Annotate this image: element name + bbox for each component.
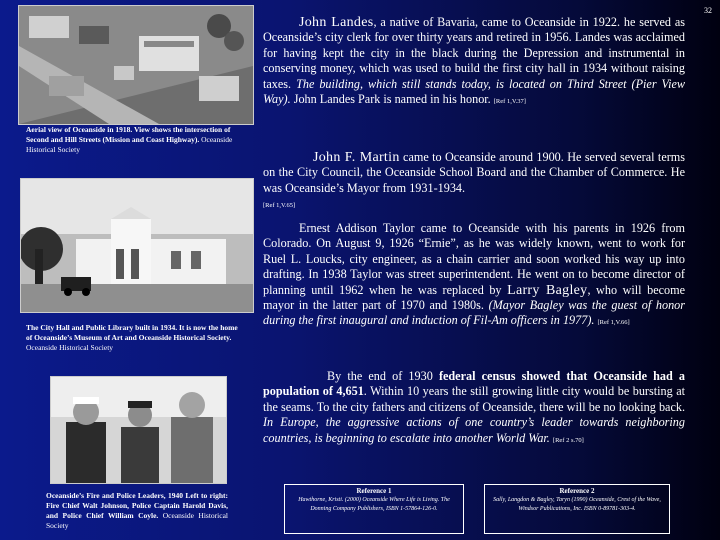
paragraph-tail: John Landes Park is named in his honor.: [293, 92, 491, 107]
reference-tag: [Ref 1,V.37]: [493, 98, 526, 106]
reference-body: Sally, Langdon & Bagley, Taryn (1990) Oceanside, Crest of the Wave, Windsor Publications, Inc. ISBN 0-89781-303-4.: [493, 497, 661, 512]
paragraph-text: Ernest Addison Taylor came to Oceanside with his parents in 1926 from Colorado. On August 9, 1926 “Ernie”, as he was widely known, went to work for Ruel L. Loucks, city engineer, as a chain carrier and soon worked his way up into drafting. In 1938 Taylor was street superintendent. He went on to become director of planning until 1962 when he was replaced by: [263, 221, 685, 297]
paragraph-text: , a native of Bavaria, came to Oceanside in 1922. he served as Oceanside’s city clerk for over thirty years and retired in 1956. Landes was acclaimed for having kept the city in the black during the Depression and instrumental in conserving money, which was used to build the first city hall in 1934 without raising taxes.: [263, 15, 686, 91]
reference-box-2: [484, 484, 670, 534]
caption-source: Oceanside Historical Society: [46, 511, 229, 530]
paragraph-martin: [263, 150, 685, 214]
reference-title: Reference 1: [356, 487, 392, 495]
paragraph-landes: [263, 15, 685, 109]
reference-title: Reference 2: [559, 487, 595, 495]
city-hall-caption: [26, 323, 240, 353]
leaders-photo: [50, 376, 227, 484]
leaders-caption: [46, 491, 228, 531]
paragraph-italic: In Europe, the aggressive actions of one country’s leader towards neighboring countries, is beginning to escalate into another World War.: [263, 415, 685, 445]
paragraph-text-2: . Within 10 years the still growing little city would be bursting at the seams. To the city fathers and citizens of Oceanside, there will be no looking back.: [263, 384, 685, 414]
paragraph-text: came to Oceanside around 1900. He served several terms on the City Council, the Oceanside School Board and the Chamber of Commerce. He was Oceanside’s Mayor from 1931-1934.: [263, 150, 686, 195]
reference-tag: [Ref 2 s.70]: [552, 436, 584, 444]
paragraph-census: [263, 369, 685, 448]
page-number: 32: [704, 6, 712, 15]
person-name: John Landes: [299, 15, 374, 30]
aerial-photo: [18, 5, 254, 125]
paragraph-italic: The building, which still stands today, is located on Third Street (Pier View Way).: [263, 76, 686, 107]
paragraph-text-2: , who will become mayor in the latter part of 1970 and 1980s.: [263, 282, 685, 313]
paragraph-taylor: [263, 221, 685, 331]
aerial-photo-caption: [26, 125, 240, 155]
paragraph-bold: federal census showed that Oceanside had a population of 4,651: [263, 369, 685, 399]
caption-text: The City Hall and Public Library built in 1934. It is now the home of Oceanside’s Museum of Art and Oceanside Historical Society.: [26, 323, 238, 342]
city-hall-photo-image: [21, 179, 253, 312]
paragraph-italic: (Mayor Bagley was the guest of honor during the first inaugural and induction of Fil-Am officers in 1977).: [263, 298, 686, 328]
reference-body: Hawthorne, Kristi. (2000) Oceanside Where Life is Living. The Donning Company Publishers, ISBN 1-57864-126-0.: [298, 497, 450, 512]
caption-source: Oceanside Historical Society: [26, 343, 114, 352]
city-hall-photo: [20, 178, 254, 313]
caption-text: Aerial view of Oceanside in 1918. View shows the intersection of Second and Hill Streets (Mission and Coast Highway).: [26, 125, 231, 144]
caption-text: Oceanside’s Fire and Police Leaders, 1940 Left to right: Fire Chief Walt Johnson, Police Captain Harold Davis, and Police Chief William Coyle.: [46, 491, 228, 520]
paragraph-text: By the end of 1930: [327, 369, 433, 383]
person-name: John F. Martin: [313, 150, 400, 165]
person-name: Larry Bagley: [507, 282, 588, 298]
leaders-photo-image: [51, 377, 226, 483]
reference-tag: [Ref 1,V.66]: [597, 319, 630, 327]
aerial-photo-image: [19, 6, 253, 124]
reference-box-1: [284, 484, 464, 534]
caption-source: Oceanside Historical Society: [26, 135, 233, 154]
reference-tag: [Ref 1,V.65]: [263, 202, 296, 210]
